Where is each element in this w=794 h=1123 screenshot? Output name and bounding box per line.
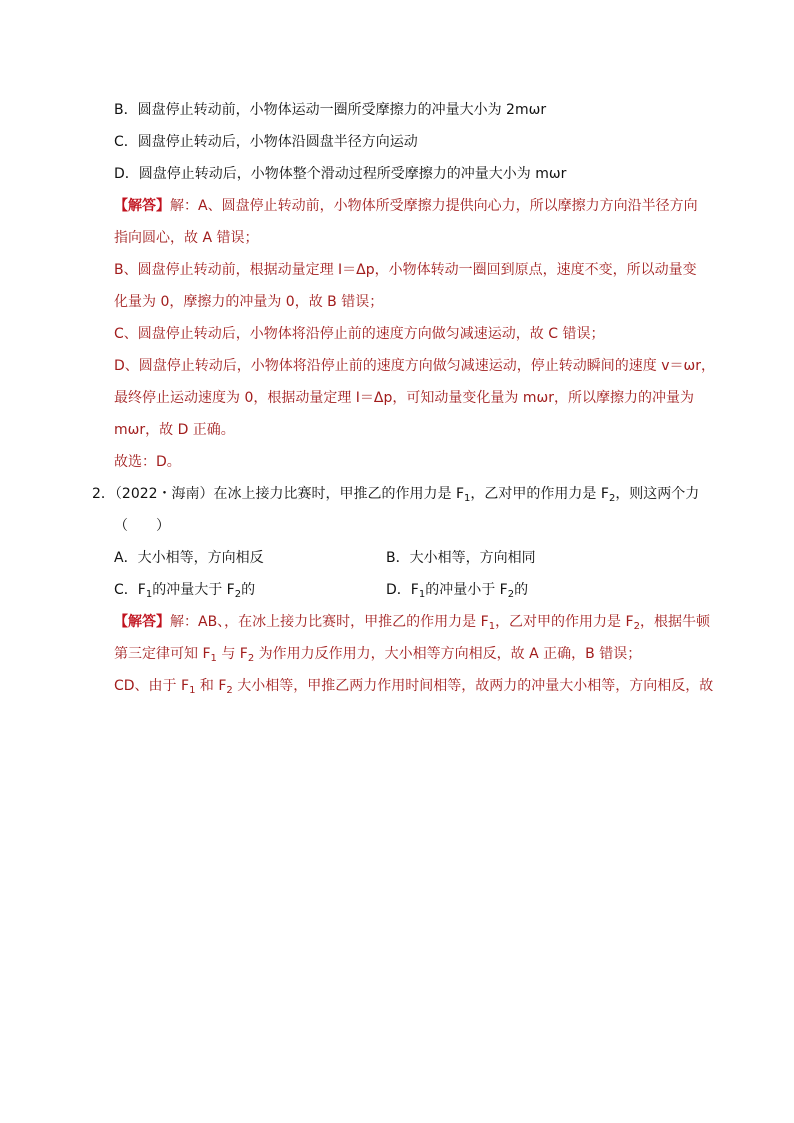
subscript: 2 xyxy=(507,589,515,600)
answer-tag: 【解答】 xyxy=(114,198,170,214)
q1-answer-a-1: 解：A、圆盘停止转动前，小物体所受摩擦力提供向心力，所以摩擦力方向沿半径方向 xyxy=(170,198,698,214)
q1-answer-a-2: 指向圆心，故 A 错误； xyxy=(114,230,259,246)
option-text: D．F xyxy=(386,582,419,598)
q1-option-d: D．圆盘停止转动后，小物体整个滑动过程所受摩擦力的冲量大小为 mωr xyxy=(114,166,567,182)
q1-option-c: C．圆盘停止转动后，小物体沿圆盘半径方向运动 xyxy=(114,134,418,150)
option-text: C．F xyxy=(114,582,146,598)
option-text: 的 xyxy=(514,582,529,598)
option-text: 的冲量大于 F xyxy=(152,582,235,598)
answer-tag: 【解答】 xyxy=(114,614,170,630)
q1-answer-b-1: B、圆盘停止转动前，根据动量定理 I＝Δp，小物体转动一圈回到原点，速度不变，所以动量变 xyxy=(114,262,697,278)
answer-text: 为作用力反作用力，大小相等方向相反，故 A 正确，B 错误； xyxy=(254,646,642,662)
subscript: 1 xyxy=(464,493,471,504)
subscript: 2 xyxy=(608,493,616,504)
answer-text: ，乙对甲的作用力是 F xyxy=(495,614,634,630)
answer-text: 与 F xyxy=(216,646,248,662)
option-text: 的 xyxy=(241,582,256,598)
answer-text: 解：AB、，在冰上接力比赛时，甲推乙的作用力是 F xyxy=(170,614,489,630)
q2-option-c xyxy=(114,580,255,600)
answer-text: 大小相等，甲推乙两力作用时间相等，故两力的冲量大小相等，方向相反，故 xyxy=(232,678,714,694)
q1-choice: 故选：D。 xyxy=(114,454,181,470)
q2-answer-line-1 xyxy=(114,612,710,632)
subscript: 2 xyxy=(633,621,640,632)
subscript: 1 xyxy=(189,685,196,696)
subscript: 1 xyxy=(418,589,426,600)
q1-option-b: B．圆盘停止转动前，小物体运动一圈所受摩擦力的冲量大小为 2mωr xyxy=(114,102,547,118)
q2-stem-line-1 xyxy=(92,484,699,504)
q1-answer-d-2: 最终停止运动速度为 0，根据动量定理 I＝Δp，可知动量变化量为 mωr，所以摩擦力的冲量为 xyxy=(114,390,694,406)
q2-stem-text: ，则这两个力 xyxy=(615,486,700,502)
subscript: 2 xyxy=(234,589,242,600)
q2-option-b: B．大小相等，方向相同 xyxy=(386,550,536,566)
q1-answer-b-2: 化量为 0，摩擦力的冲量为 0，故 B 错误； xyxy=(114,294,384,310)
q1-answer-line-1 xyxy=(114,196,698,216)
q1-answer-c: C、圆盘停止转动后，小物体将沿停止前的速度方向做匀减速运动，故 C 错误； xyxy=(114,326,605,342)
q1-answer-d-1: D、圆盘停止转动后，小物体将沿停止前的速度方向做匀减速运动，停止转动瞬间的速度 v＝ωr， xyxy=(114,358,715,374)
answer-text: CD、由于 F xyxy=(114,678,190,694)
q2-answer-line-2 xyxy=(114,644,641,664)
subscript: 1 xyxy=(210,653,217,664)
q2-stem-text: ，乙对甲的作用力是 F xyxy=(470,486,609,502)
q2-option-d xyxy=(386,580,528,600)
subscript: 1 xyxy=(145,589,153,600)
answer-text: ，根据牛顿 xyxy=(639,614,710,630)
q2-stem-text: 2．（2022・海南）在冰上接力比赛时，甲推乙的作用力是 F xyxy=(92,486,465,502)
subscript: 2 xyxy=(226,685,233,696)
option-text: 的冲量小于 F xyxy=(425,582,508,598)
subscript: 1 xyxy=(488,621,496,632)
q2-option-a: A．大小相等，方向相反 xyxy=(114,550,264,566)
subscript: 2 xyxy=(247,653,255,664)
q1-answer-d-3: mωr，故 D 正确。 xyxy=(114,422,235,438)
q2-answer-line-3 xyxy=(114,676,713,696)
answer-text: 和 F xyxy=(195,678,227,694)
answer-text: 第三定律可知 F xyxy=(114,646,211,662)
q2-stem-line-2: （ ） xyxy=(114,518,170,534)
